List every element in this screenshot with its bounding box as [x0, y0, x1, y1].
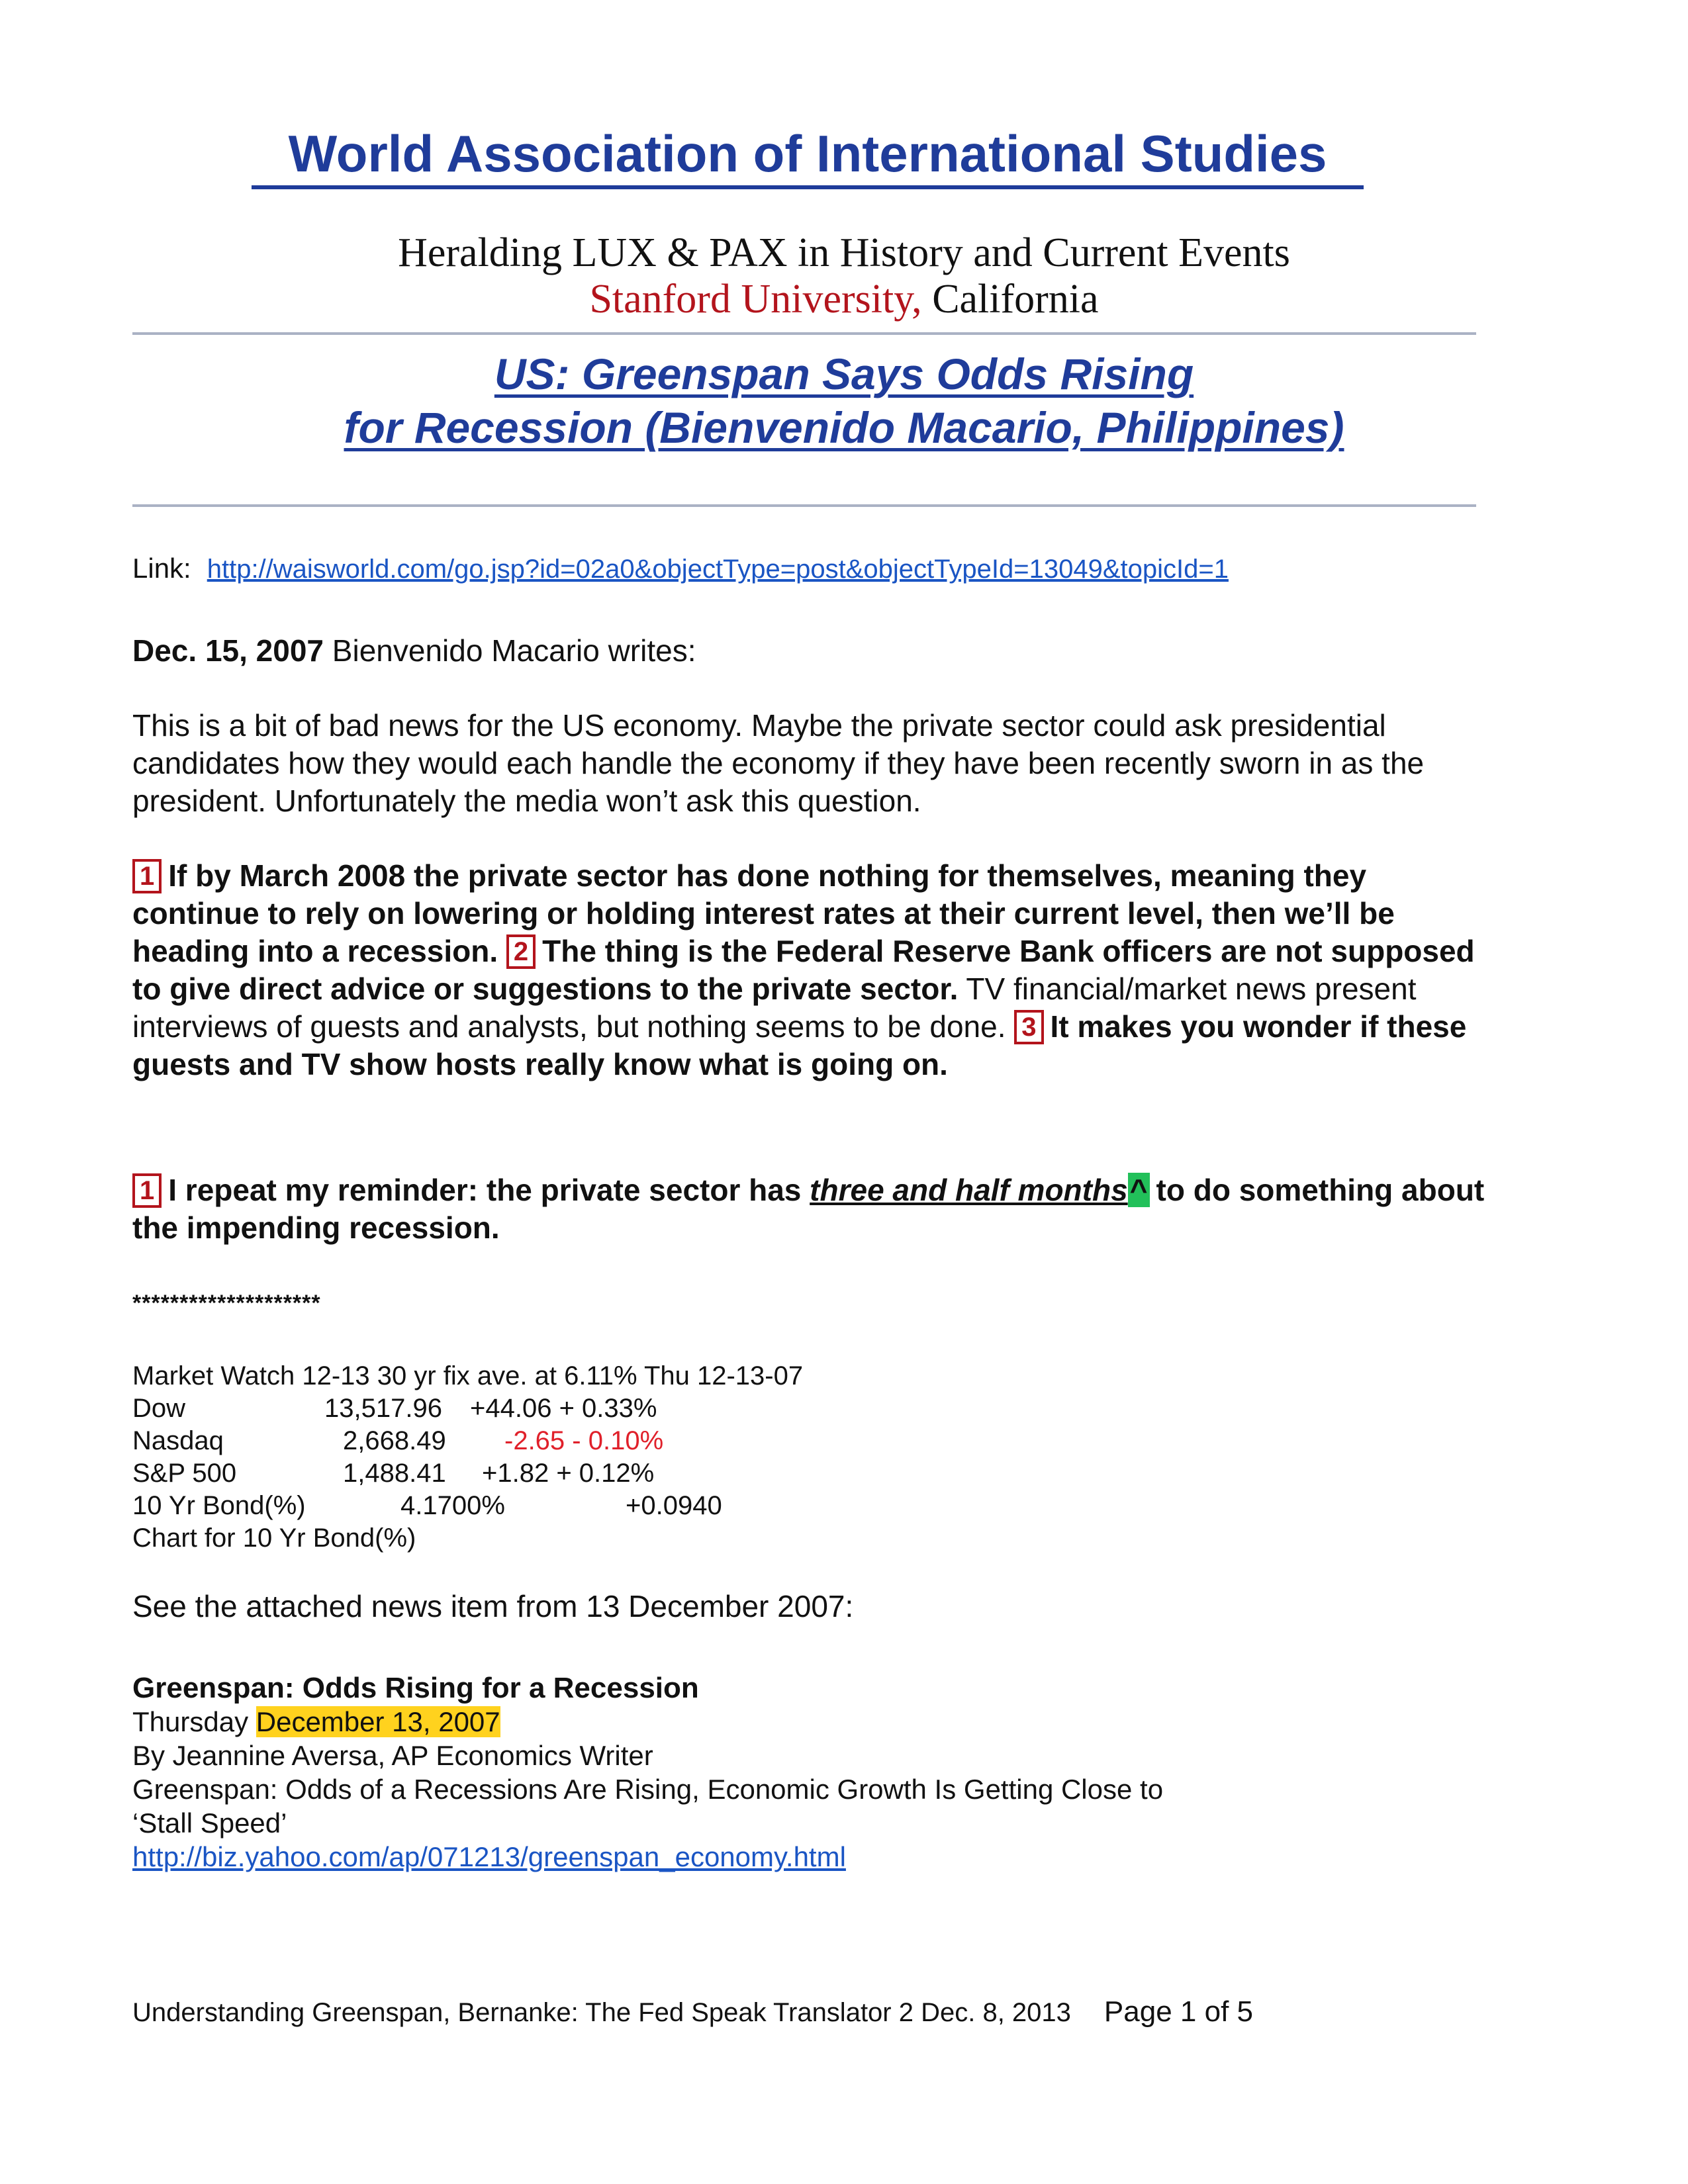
market-row [132, 1490, 803, 1522]
reminder-text-b: to do something about the impending recession. [132, 1173, 1485, 1245]
market-value: 13,517.96 [324, 1394, 442, 1423]
market-value: 1,488.41 [343, 1459, 446, 1488]
news-author: By Jeannine Aversa, AP Economics Writer [132, 1740, 653, 1771]
market-name: 10 Yr Bond(%) [132, 1491, 306, 1520]
intro-paragraph: This is a bit of bad news for the US economy. Maybe the private sector could ask presidential candidates how they would each handle the economy if they have been recently sworn in as the president. Unfortunately the media won’t ask this question. [132, 708, 1425, 818]
market-value: 2,668.49 [343, 1426, 446, 1455]
note-marker-3: 3 [1014, 1010, 1043, 1044]
note-marker-1: 1 [132, 859, 162, 893]
reminder-paragraph [132, 1171, 1489, 1247]
news-item [132, 1671, 1165, 1874]
market-header: Market Watch 12-13 30 yr fix ave. at 6.11% Thu 12-13-07 [132, 1361, 804, 1390]
market-value: 4.1700% [400, 1491, 505, 1520]
news-title: Greenspan: Odds Rising for a Recession [132, 1672, 699, 1704]
reminder-text-a: I repeat my reminder: the private sector has [168, 1173, 810, 1207]
top-divider [132, 332, 1476, 335]
university-name: Stanford University, [589, 277, 922, 322]
market-row [132, 1392, 803, 1425]
emphasized-timeframe: three and half months [810, 1173, 1128, 1207]
market-watch [132, 1360, 803, 1555]
affiliation [0, 275, 1688, 324]
market-name: Dow [132, 1394, 186, 1423]
market-change: -2.65 - 0.10% [504, 1426, 664, 1455]
byline [132, 632, 1489, 670]
note-marker-2: 2 [506, 934, 536, 969]
market-row [132, 1457, 803, 1490]
footer-text: Understanding Greenspan, Bernanke: The Fed Speak Translator 2 Dec. 8, 2013 [132, 1998, 1071, 2027]
page-footer [132, 1995, 1253, 2028]
market-name: Nasdaq [132, 1426, 224, 1455]
article-headline [0, 347, 1688, 454]
chart-link: Chart for 10 Yr Bond(%) [132, 1524, 416, 1553]
news-date: December 13, 2007 [256, 1706, 500, 1737]
byline-text: Bienvenido Macario writes: [324, 633, 696, 668]
market-change: +44.06 + 0.33% [470, 1394, 657, 1423]
see-attached: See the attached news item from 13 December 2007: [132, 1589, 854, 1623]
news-day: Thursday [132, 1706, 256, 1737]
tagline: Heralding LUX & PAX in History and Current Events [398, 230, 1290, 275]
news-link[interactable]: http://biz.yahoo.com/ap/071213/greenspan_economy.html [132, 1841, 846, 1872]
bottom-divider [132, 504, 1476, 507]
statement-2: The thing is the Federal Reserve Bank officers are not supposed to give direct advice or suggestions to the private sector. [132, 934, 1475, 1006]
news-dateline [132, 1705, 1165, 1739]
statement-3: TV financial/market news present interviews of guests and analysts, but nothing seems to be done. [132, 972, 1417, 1044]
market-row [132, 1425, 803, 1457]
statement-1: If by March 2008 the private sector has done nothing for themselves, meaning they continue to rely on lowering or holding interest rates at their current level, then we’ll be heading into a recession. [132, 858, 1395, 968]
insert-caret: ^ [1128, 1173, 1150, 1207]
link-row [132, 553, 1229, 584]
asterisk-separator: ******************** [132, 1291, 321, 1316]
market-change: +0.0940 [626, 1491, 722, 1520]
market-change: +1.82 + 0.12% [482, 1459, 655, 1488]
organization-title: World Association of International Studies [252, 126, 1364, 189]
page-number: Page 1 of 5 [1103, 1995, 1253, 2028]
byline-date: Dec. 15, 2007 [132, 633, 324, 668]
note-marker-1-repeat: 1 [132, 1173, 162, 1208]
source-link[interactable]: http://waisworld.com/go.jsp?id=02a0&objectType=post&objectTypeId=13049&topicId=1 [207, 555, 1229, 584]
headline-line-2: for Recession (Bienvenido Macario, Philippines) [344, 402, 1344, 452]
statement-4: It makes you wonder if these guests and TV show hosts really know what is going on. [132, 1009, 1467, 1081]
link-label: Link: [132, 553, 191, 584]
headline-line-1: US: Greenspan Says Odds Rising [494, 349, 1194, 398]
market-name: S&P 500 [132, 1459, 237, 1488]
main-paragraph [132, 857, 1489, 1083]
news-subtitle: Greenspan: Odds of a Recessions Are Rising, Economic Growth Is Getting Close to ‘Stall Speed’ [132, 1774, 1164, 1839]
state-name: California [921, 277, 1099, 322]
